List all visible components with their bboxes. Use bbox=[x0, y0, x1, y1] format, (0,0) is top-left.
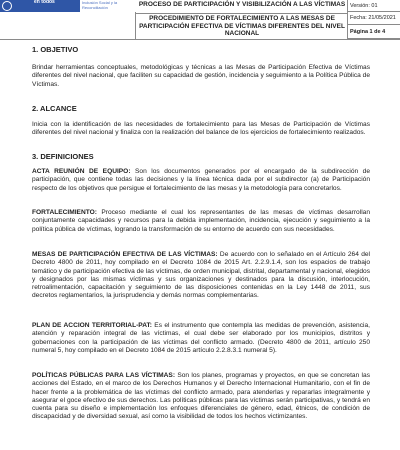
logo-text: en todos bbox=[34, 0, 55, 5]
seal-icon bbox=[2, 1, 12, 11]
header-logo-cell bbox=[0, 12, 136, 39]
header-meta-cell bbox=[348, 0, 400, 39]
section-title-definiciones: 3. DEFINICIONES bbox=[32, 152, 94, 161]
definition-politicas bbox=[32, 372, 370, 422]
version-label: Versión: 01 bbox=[348, 0, 400, 12]
ministry-logo bbox=[0, 0, 80, 12]
section-text-objetivo: Brindar herramientas conceptuales, metodológicas y técnicas a las Mesas de Participación Efectiva de Víctimas diferentes del nivel nacional, que faciliten su capacidad de gestión, incidencia y seguimiento a la Política Pública de Víctimas. bbox=[32, 64, 370, 88]
definition-pat bbox=[32, 322, 370, 355]
process-title: PROCESO DE PARTICIPACIÓN Y VISIBILIZACIÓN A LAS VÍCTIMAS bbox=[136, 0, 348, 14]
definition-term: PLAN DE ACCION TERRITORIAL-PAT: bbox=[32, 322, 152, 329]
section-text-alcance: Inicia con la identificación de las necesidades de fortalecimiento para las Mesas de Participación de Víctimas diferentes del nivel nacional y finaliza con la realización del balance de los ejercicios de fortalecimiento realizados. bbox=[32, 121, 370, 137]
definition-term: FORTALECIMIENTO: bbox=[32, 209, 97, 216]
date-label: Fecha: 21/05/2021 bbox=[348, 12, 400, 25]
definition-term: ACTA REUNIÓN DE EQUIPO: bbox=[32, 168, 131, 175]
header-title-cell bbox=[136, 0, 348, 39]
section-title-objetivo: 1. OBJETIVO bbox=[32, 45, 79, 54]
logo-subtitle: Inclusión Social y la Reconciliación bbox=[82, 0, 118, 10]
definition-acta bbox=[32, 168, 370, 193]
definition-term: MESAS DE PARTICIPACIÓN EFECTIVA DE LAS VÍCTIMAS: bbox=[32, 251, 218, 258]
definition-fortalecimiento bbox=[32, 209, 370, 234]
definition-mesas bbox=[32, 251, 370, 301]
document-header bbox=[0, 0, 400, 39]
definition-text: De acuerdo con lo señalado en el Artículo 264 del Decreto 4800 de 2011, hoy compilado en el Decreto 1084 de 2015 Art. 2.2.9.1.4, son los espacios de trabajo temático y de participación efectiva de las víctimas, de orden municipal, distrital, departamental y nacional, elegidos y designados por las mismas víctimas y sus organizaciones y destinados para la discusión, interlocución, retroalimentación, capacitación y seguimiento de las disposiciones contenidas en la Ley 1448 de 2011, sus decretos reglamentarios, la jurisprudencia y demás normas complementarias. bbox=[32, 251, 370, 300]
header-divider bbox=[0, 39, 400, 40]
definition-text: Proceso mediante el cual los representantes de las mesas de víctimas desarrollan conjuntamente capacidades y recursos para la debida implementación, incidencia, ejecución y seguimiento a la política pública de víctimas, logrando la transformación de su entorno de acuerdo con sus necesidades. bbox=[32, 209, 370, 233]
definition-term: POLÍTICAS PÚBLICAS PARA LAS VÍCTIMAS: bbox=[32, 372, 176, 379]
page-label: Página 1 de 4 bbox=[348, 25, 400, 39]
definition-text: Son los documentos generados por el encargado de la subdirección de participación, que contiene todas las decisiones y la línea técnica dada por el subdirector (a) de Participación respecto de los objetivos que persigue el fortalecimiento de las mesas y la metodología para concretarlos. bbox=[32, 168, 370, 192]
definition-text: Son los planes, programas y proyectos, en que se concretan las acciones del Estado, en el marco de los Derechos Humanos y el Derecho Internacional Humanitario, con el fin de hacer frente a la problemática de las víctimas del conflicto armado, para atenderlas y repararlas integralmente y asegurar el goce efectivo de sus derechos. Las políticas públicas para las víctimas serán participativas, y tendrá en cuenta para su diseño e implementación los enfoques diferenciales de género, edad, étnicos, de condición de discapacidad y de diversidad sexual, así como la visibilidad de todos los hechos victimizantes. bbox=[32, 372, 370, 421]
definition-text: Es el instrumento que contempla las medidas de prevención, asistencia, atención y reparación integral de las víctimas, el cual debe ser elaborado por los municipios, distritos y gobernaciones con la participación de las víctimas del conflicto armado. (Decreto 4800 de 2011, artículo 250 numeral 5, hoy compilado en el Decreto 1084 de 2015 artículo 2.2.8.3.1 numeral 5). bbox=[32, 322, 370, 354]
section-title-alcance: 2. ALCANCE bbox=[32, 104, 77, 113]
procedure-title: PROCEDIMIENTO DE FORTALECIMIENTO A LAS MESAS DE PARTICIPACIÓN EFECTIVA DE VÍCTIMAS DIFERENTES DEL NIVEL NACIONAL bbox=[139, 15, 345, 37]
